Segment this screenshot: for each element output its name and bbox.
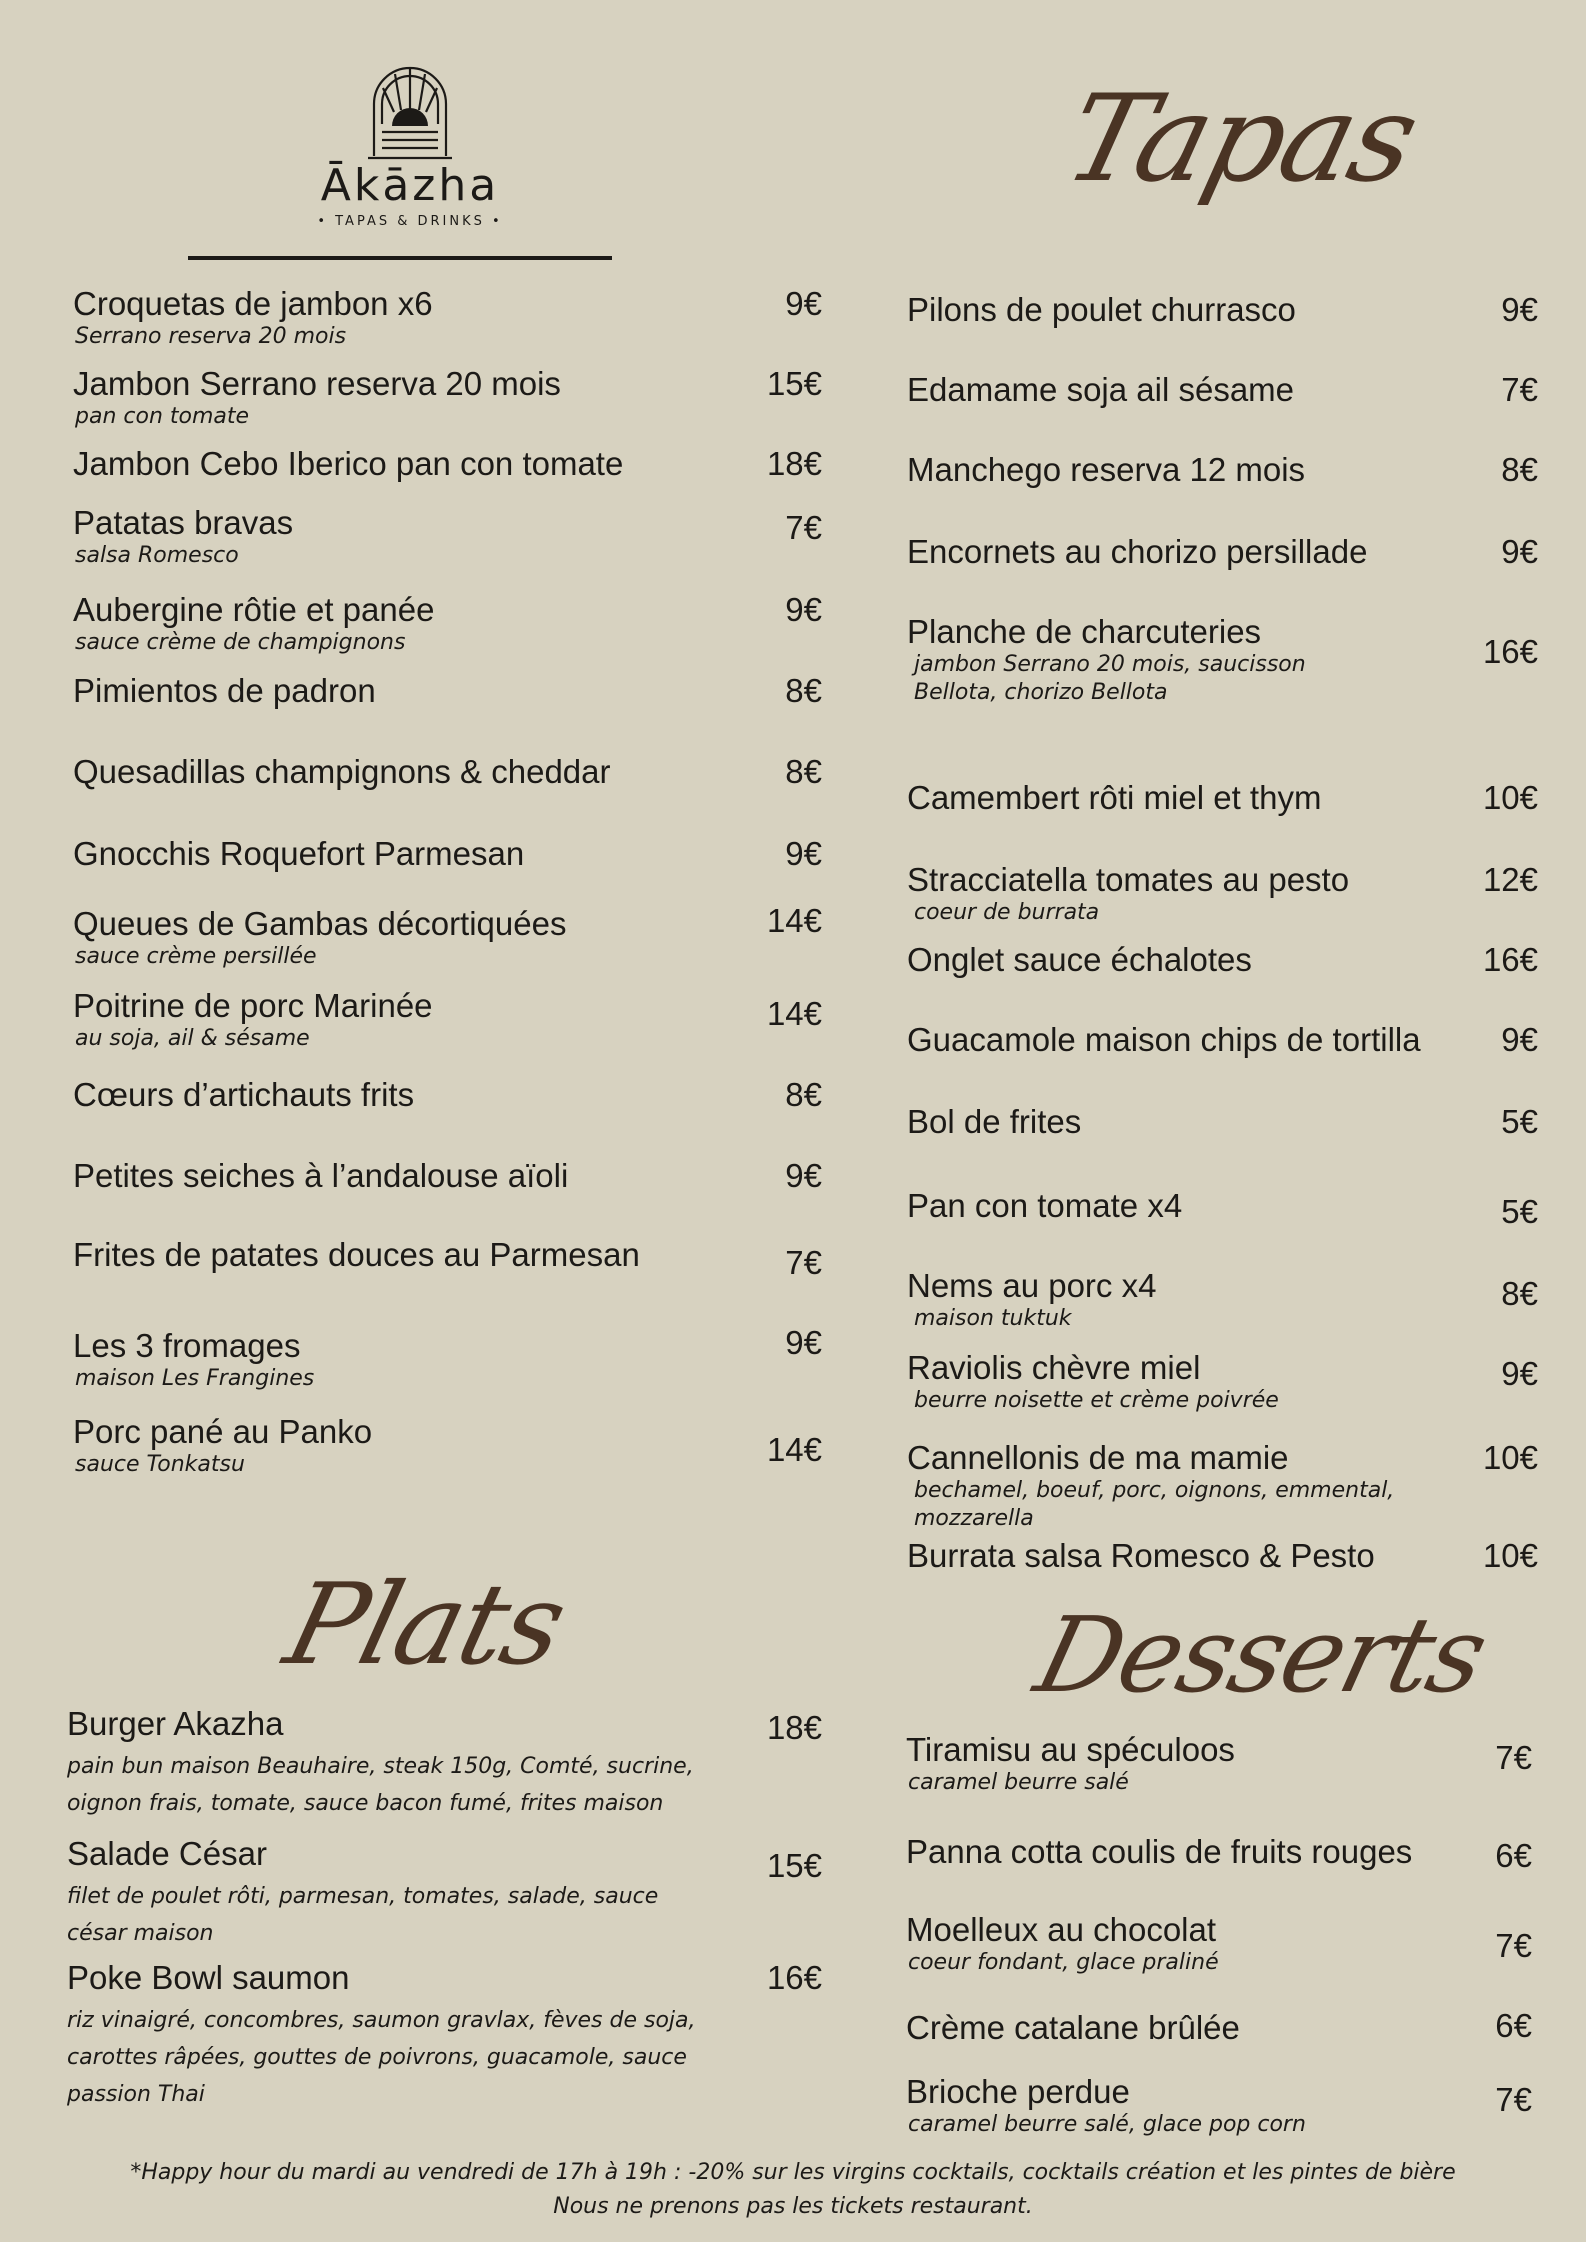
- dessert-item-price: 7€: [1495, 2081, 1532, 2118]
- tapas-item-price: 8€: [1501, 451, 1538, 488]
- tapas-item-name: Nems au porc x4: [907, 1267, 1157, 1304]
- dessert-item-description: caramel beurre salé, glace pop corn: [908, 2112, 1306, 2137]
- plat-description: riz vinaigré, concombres, saumon gravlax, fèves de soja,: [67, 2008, 696, 2033]
- tapas-item-description: beurre noisette et crème poivrée: [914, 1388, 1279, 1413]
- logo-divider: [188, 256, 612, 260]
- heading-plats: Plats: [273, 1560, 577, 1690]
- plat-description: carottes râpées, gouttes de poivrons, guacamole, sauce: [67, 2045, 687, 2070]
- tapas-item-name: Pan con tomate x4: [907, 1187, 1183, 1224]
- tapas-item-name: Gnocchis Roquefort Parmesan: [73, 835, 525, 872]
- tapas-item-description: Bellota, chorizo Bellota: [914, 680, 1168, 705]
- tapas-item-name: Petites seiches à l’andalouse aïoli: [73, 1157, 569, 1194]
- brand-tagline: • TAPAS & DRINKS •: [317, 214, 503, 229]
- tapas-item-price: 8€: [785, 672, 822, 709]
- dessert-item-name: Crème catalane brûlée: [906, 2009, 1240, 2046]
- plat-name: Salade César: [67, 1835, 267, 1872]
- tapas-item-name: Encornets au chorizo persillade: [907, 533, 1368, 570]
- tapas-item-description: coeur de burrata: [914, 900, 1100, 925]
- tapas-item-description: sauce crème de champignons: [75, 630, 406, 655]
- dessert-item-name: Tiramisu au spéculoos: [906, 1731, 1235, 1768]
- tapas-item-name: Edamame soja ail sésame: [907, 371, 1295, 408]
- sunrise-arch-logo-icon: [368, 64, 452, 160]
- plat-description: passion Thai: [67, 2082, 205, 2107]
- tapas-item-price: 14€: [766, 995, 822, 1032]
- tapas-item-description: mozzarella: [914, 1506, 1034, 1531]
- tapas-item-name: Raviolis chèvre miel: [907, 1349, 1201, 1386]
- tapas-item-name: Patatas bravas: [73, 504, 294, 541]
- tapas-item-price: 14€: [766, 1431, 822, 1468]
- tapas-item-name: Aubergine rôtie et panée: [73, 591, 435, 628]
- tapas-item-name: Cœurs d’artichauts frits: [73, 1076, 415, 1113]
- tapas-item-name: Croquetas de jambon x6: [73, 285, 433, 322]
- plat-name: Burger Akazha: [67, 1705, 284, 1742]
- heading-desserts: Desserts: [1024, 1594, 1498, 1716]
- dessert-item-price: 7€: [1495, 1927, 1532, 1964]
- brand-name: Ākāzha: [320, 160, 500, 211]
- tapas-item-price: 9€: [785, 1324, 822, 1361]
- tapas-item-price: 16€: [1482, 941, 1538, 978]
- dessert-item-price: 6€: [1495, 2007, 1532, 2044]
- tapas-item-price: 9€: [785, 835, 822, 872]
- tapas-item-description: sauce crème persillée: [75, 944, 317, 969]
- tapas-item-price: 9€: [1501, 533, 1538, 570]
- tapas-item-price: 12€: [1482, 861, 1538, 898]
- plat-price: 16€: [766, 1959, 822, 1996]
- dessert-item-price: 7€: [1495, 1739, 1532, 1776]
- tapas-item-price: 8€: [785, 1076, 822, 1113]
- tapas-item-price: 9€: [785, 285, 822, 322]
- tapas-item-description: jambon Serrano 20 mois, saucisson: [914, 652, 1306, 677]
- tapas-item-description: au soja, ail & sésame: [75, 1026, 310, 1051]
- tapas-item-description: maison tuktuk: [914, 1306, 1072, 1331]
- plat-description: oignon frais, tomate, sauce bacon fumé, frites maison: [67, 1791, 664, 1816]
- plat-name: Poke Bowl saumon: [67, 1959, 350, 1996]
- dessert-item-name: Moelleux au chocolat: [906, 1911, 1217, 1948]
- dessert-item-description: caramel beurre salé: [908, 1770, 1129, 1795]
- tapas-item-name: Camembert rôti miel et thym: [907, 779, 1322, 816]
- tapas-item-name: Cannellonis de ma mamie: [907, 1439, 1289, 1476]
- tapas-item-name: Queues de Gambas décortiquées: [73, 905, 567, 942]
- tapas-item-name: Les 3 fromages: [73, 1327, 301, 1364]
- plat-price: 15€: [766, 1847, 822, 1884]
- footer-no-tickets: Nous ne prenons pas les tickets restaurant.: [553, 2194, 1033, 2219]
- tapas-item-price: 8€: [785, 753, 822, 790]
- dessert-item-description: coeur fondant, glace praliné: [908, 1950, 1219, 1975]
- tapas-item-price: 18€: [766, 445, 822, 482]
- tapas-item-price: 9€: [1501, 1021, 1538, 1058]
- heading-tapas: Tapas: [1052, 70, 1430, 209]
- tapas-item-name: Onglet sauce échalotes: [907, 941, 1252, 978]
- dessert-item-name: Brioche perdue: [906, 2073, 1130, 2110]
- tapas-item-price: 10€: [1482, 1537, 1538, 1574]
- tapas-item-name: Poitrine de porc Marinée: [73, 987, 433, 1024]
- tapas-item-name: Pimientos de padron: [73, 672, 376, 709]
- tapas-item-price: 15€: [766, 365, 822, 402]
- tapas-item-name: Quesadillas champignons & cheddar: [73, 753, 611, 790]
- tapas-item-price: 7€: [785, 509, 822, 546]
- tapas-item-price: 9€: [1501, 291, 1538, 328]
- tapas-item-name: Guacamole maison chips de tortilla: [907, 1021, 1421, 1058]
- tapas-item-price: 9€: [785, 591, 822, 628]
- footer-happy-hour: *Happy hour du mardi au vendredi de 17h à 19h : -20% sur les virgins cocktails, cocktails création et les pintes de bière: [130, 2160, 1456, 2185]
- tapas-item-description: Serrano reserva 20 mois: [75, 324, 347, 349]
- tapas-item-price: 16€: [1482, 633, 1538, 670]
- plat-price: 18€: [766, 1709, 822, 1746]
- plat-description: césar maison: [67, 1921, 214, 1946]
- plat-description: filet de poulet rôti, parmesan, tomates, salade, sauce: [67, 1884, 659, 1909]
- tapas-item-description: maison Les Frangines: [75, 1366, 315, 1391]
- tapas-item-name: Frites de patates douces au Parmesan: [73, 1236, 640, 1273]
- tapas-item-name: Manchego reserva 12 mois: [907, 451, 1306, 488]
- tapas-item-description: sauce Tonkatsu: [75, 1452, 245, 1477]
- tapas-item-price: 7€: [1501, 371, 1538, 408]
- plat-description: pain bun maison Beauhaire, steak 150g, Comté, sucrine,: [67, 1754, 694, 1779]
- tapas-item-price: 8€: [1501, 1275, 1538, 1312]
- tapas-item-name: Stracciatella tomates au pesto: [907, 861, 1350, 898]
- tapas-item-name: Jambon Cebo Iberico pan con tomate: [73, 445, 624, 482]
- tapas-item-price: 5€: [1501, 1193, 1538, 1230]
- dessert-item-price: 6€: [1495, 1837, 1532, 1874]
- tapas-item-name: Planche de charcuteries: [907, 613, 1262, 650]
- tapas-item-name: Burrata salsa Romesco & Pesto: [907, 1537, 1375, 1574]
- tapas-item-price: 10€: [1482, 779, 1538, 816]
- tapas-item-description: salsa Romesco: [75, 543, 239, 568]
- dessert-item-name: Panna cotta coulis de fruits rouges: [906, 1833, 1413, 1870]
- tapas-item-price: 7€: [785, 1244, 822, 1281]
- tapas-item-description: pan con tomate: [75, 404, 250, 429]
- tapas-item-price: 14€: [766, 902, 822, 939]
- tapas-item-price: 9€: [785, 1157, 822, 1194]
- tapas-item-description: bechamel, boeuf, porc, oignons, emmental,: [914, 1478, 1395, 1503]
- tapas-item-name: Jambon Serrano reserva 20 mois: [73, 365, 561, 402]
- tapas-item-price: 9€: [1501, 1355, 1538, 1392]
- tapas-item-name: Pilons de poulet churrasco: [907, 291, 1296, 328]
- tapas-item-name: Bol de frites: [907, 1103, 1082, 1140]
- tapas-item-name: Porc pané au Panko: [73, 1413, 373, 1450]
- tapas-item-price: 5€: [1501, 1103, 1538, 1140]
- tapas-item-price: 10€: [1482, 1439, 1538, 1476]
